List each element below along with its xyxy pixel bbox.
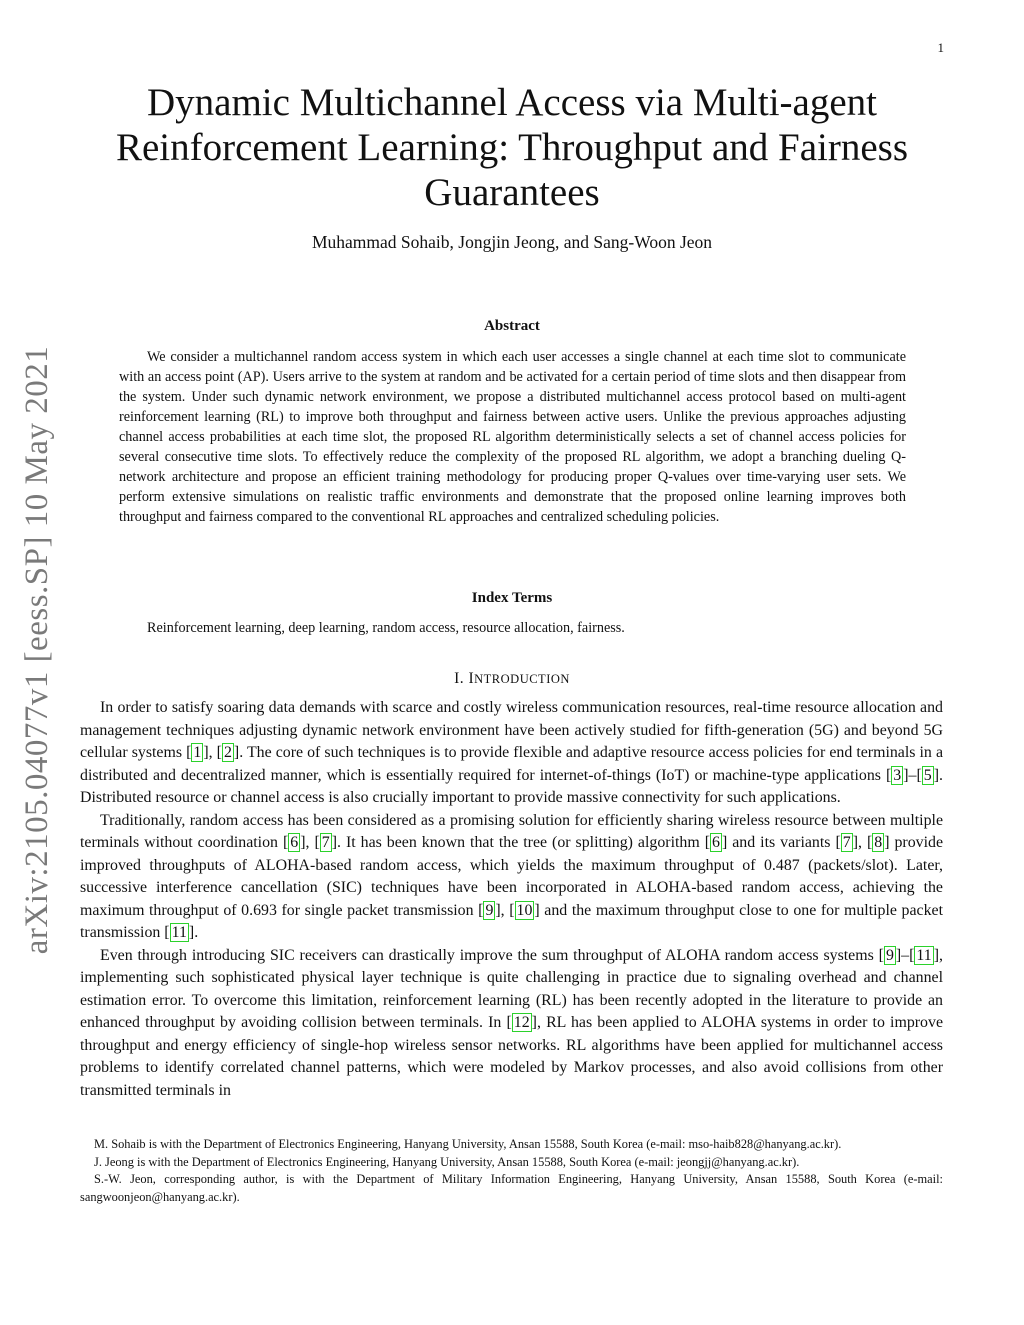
intro-paragraph-1: In order to satisfy soaring data demands with scarce and costly wireless communication resources, real-time resource allocation and management techniques adjusting dynamic network environment have been actively studied for fifth-generation (5G) and beyond 5G cellular systems [ 1 ], [ 2 ]. The core of such techniques is to provide flexible and adaptive resource access policies for end terminals in a distributed and decentralized manner, which is essentially required for internet-of-things (IoT) or machine-type applications [ 3 ]–[ 5 ]. Distributed resource or channel access is also crucially important to provide massive connectivity for such applications.: [80, 699, 943, 806]
section-title-smallcaps: NTRODUCTION: [474, 672, 570, 686]
citation-link[interactable]: 6: [712, 834, 720, 851]
citation-link[interactable]: 2: [223, 744, 232, 761]
author-list: Muhammad Sohaib, Jongjin Jeong, and Sang-Woon Jeon: [311, 232, 713, 252]
citation-link[interactable]: 6: [290, 834, 299, 851]
citation-link[interactable]: 1: [193, 744, 202, 761]
footnote-author-3: S.-W. Jeon, corresponding author, is with the Department of Military Information Engineering, Hanyang University, Ansan 15588, South Korea (e-mail: sangwoonjeon@hanyang.ac.kr).: [80, 1172, 943, 1204]
index-terms-text: Reinforcement learning, deep learning, random access, resource allocation, fairness.: [147, 620, 625, 636]
paper-title: Dynamic Multichannel Access via Multi-agent Reinforcement Learning: Throughput and Fairness Guarantees: [115, 81, 909, 214]
citation-link[interactable]: 3: [893, 766, 902, 784]
abstract-text: We consider a multichannel random access system in which each user accesses a single channel at each time slot to communicate with an access point (AP). Users arrive to the system at random and be activated for a certain period of time slots and then disappear from the system. Under such dynamic network environment, we propose a distributed multichannel access protocol based on multi-agent reinforcement learning (RL) to improve both throughput and fairness between active users. Unlike the previous approaches adjusting channel access probabilities at each time slot, the proposed RL algorithm deterministically selects a set of channel access policies for several consecutive time slots. To effectively reduce the complexity of the proposed RL algorithm, we adopt a branching dueling Q-network architecture and propose an efficient training methodology for producing proper Q-values over time-varying user sets. We perform extensive simulations on realistic traffic environments and demonstrate that the proposed online learning improves both throughput and fairness compared to the conventional RL approaches and centralized scheduling policies.: [119, 349, 906, 525]
index-terms-heading: Index Terms: [471, 590, 553, 606]
footnote-author-2: J. Jeong is with the Department of Electronics Engineering, Hanyang University, Ansan 15588, South Korea (e-mail: jeongjj@hanyang.ac.kr).: [94, 1154, 800, 1169]
introduction-heading: [80, 670, 944, 688]
math-value: 0.487: [763, 856, 800, 874]
abstract-heading: Abstract: [484, 318, 540, 334]
citation-link[interactable]: 9: [485, 901, 494, 919]
footnote-author-1: M. Sohaib is with the Department of Electronics Engineering, Hanyang University, Ansan 15588, South Korea (e-mail: mso-haib828@hanyang.ac.kr).: [94, 1137, 842, 1151]
citation-link[interactable]: 9: [885, 946, 894, 964]
citation-link[interactable]: 11: [171, 924, 187, 941]
footnotes: [80, 1136, 943, 1206]
math-value: 0.693: [241, 901, 277, 919]
citation-link[interactable]: 7: [842, 834, 851, 851]
citation-link[interactable]: 10: [516, 901, 533, 919]
introduction-body: [80, 697, 943, 1102]
citation-link[interactable]: 8: [874, 834, 883, 851]
citation-link[interactable]: 5: [923, 766, 932, 784]
citation-link[interactable]: 12: [513, 1014, 530, 1031]
section-numeral: I. I: [454, 670, 475, 687]
citation-link[interactable]: 7: [321, 834, 330, 851]
citation-link[interactable]: 11: [916, 946, 932, 964]
page-number: 1: [937, 40, 944, 55]
arxiv-stamp: arXiv:2105.04077v1 [eess.SP] 10 May 2021: [19, 345, 55, 955]
intro-paragraph-2: Traditionally, random access has been considered as a promising solution for efficiently sharing wireless resource between multiple terminals without coordination [ 6 ], [ 7 ]. It has been known that the tree (or splitting) algorithm [ 6 ] and its variants [ 7 ], [ 8 ] provide improved throughputs of ALOHA-based random access, which yields the maximum throughput of 0.487 (packets/slot). Later, successive interference cancellation (SIC) techniques have been incorporated in ALOHA-based random access, achieving the maximum throughput of 0.693 for single packet transmission [ 9 ], [ 10 ] and the maximum throughput close to one for multiple packet transmission [ 11 ].: [80, 811, 944, 941]
intro-paragraph-3: Even through introducing SIC receivers can drastically improve the sum throughput of ALOHA random access systems [ 9 ]–[ 11 ], implementing such sophisticated physical layer technique is quite challenging in practice due to signaling overhead and channel estimation error. To overcome this limitation, reinforcement learning (RL) has been recently adopted in the literature to provide an enhanced throughput by avoiding collision between terminals. In [ 12 ], RL has been applied to ALOHA systems in order to improve throughput and energy efficiency of single-hop wireless sensor networks. RL algorithms have been applied for multichannel access problems to identify correlated channel patterns, which were modeled by Markov processes, and also avoid collisions from other transmitted terminals in: [80, 946, 944, 1099]
